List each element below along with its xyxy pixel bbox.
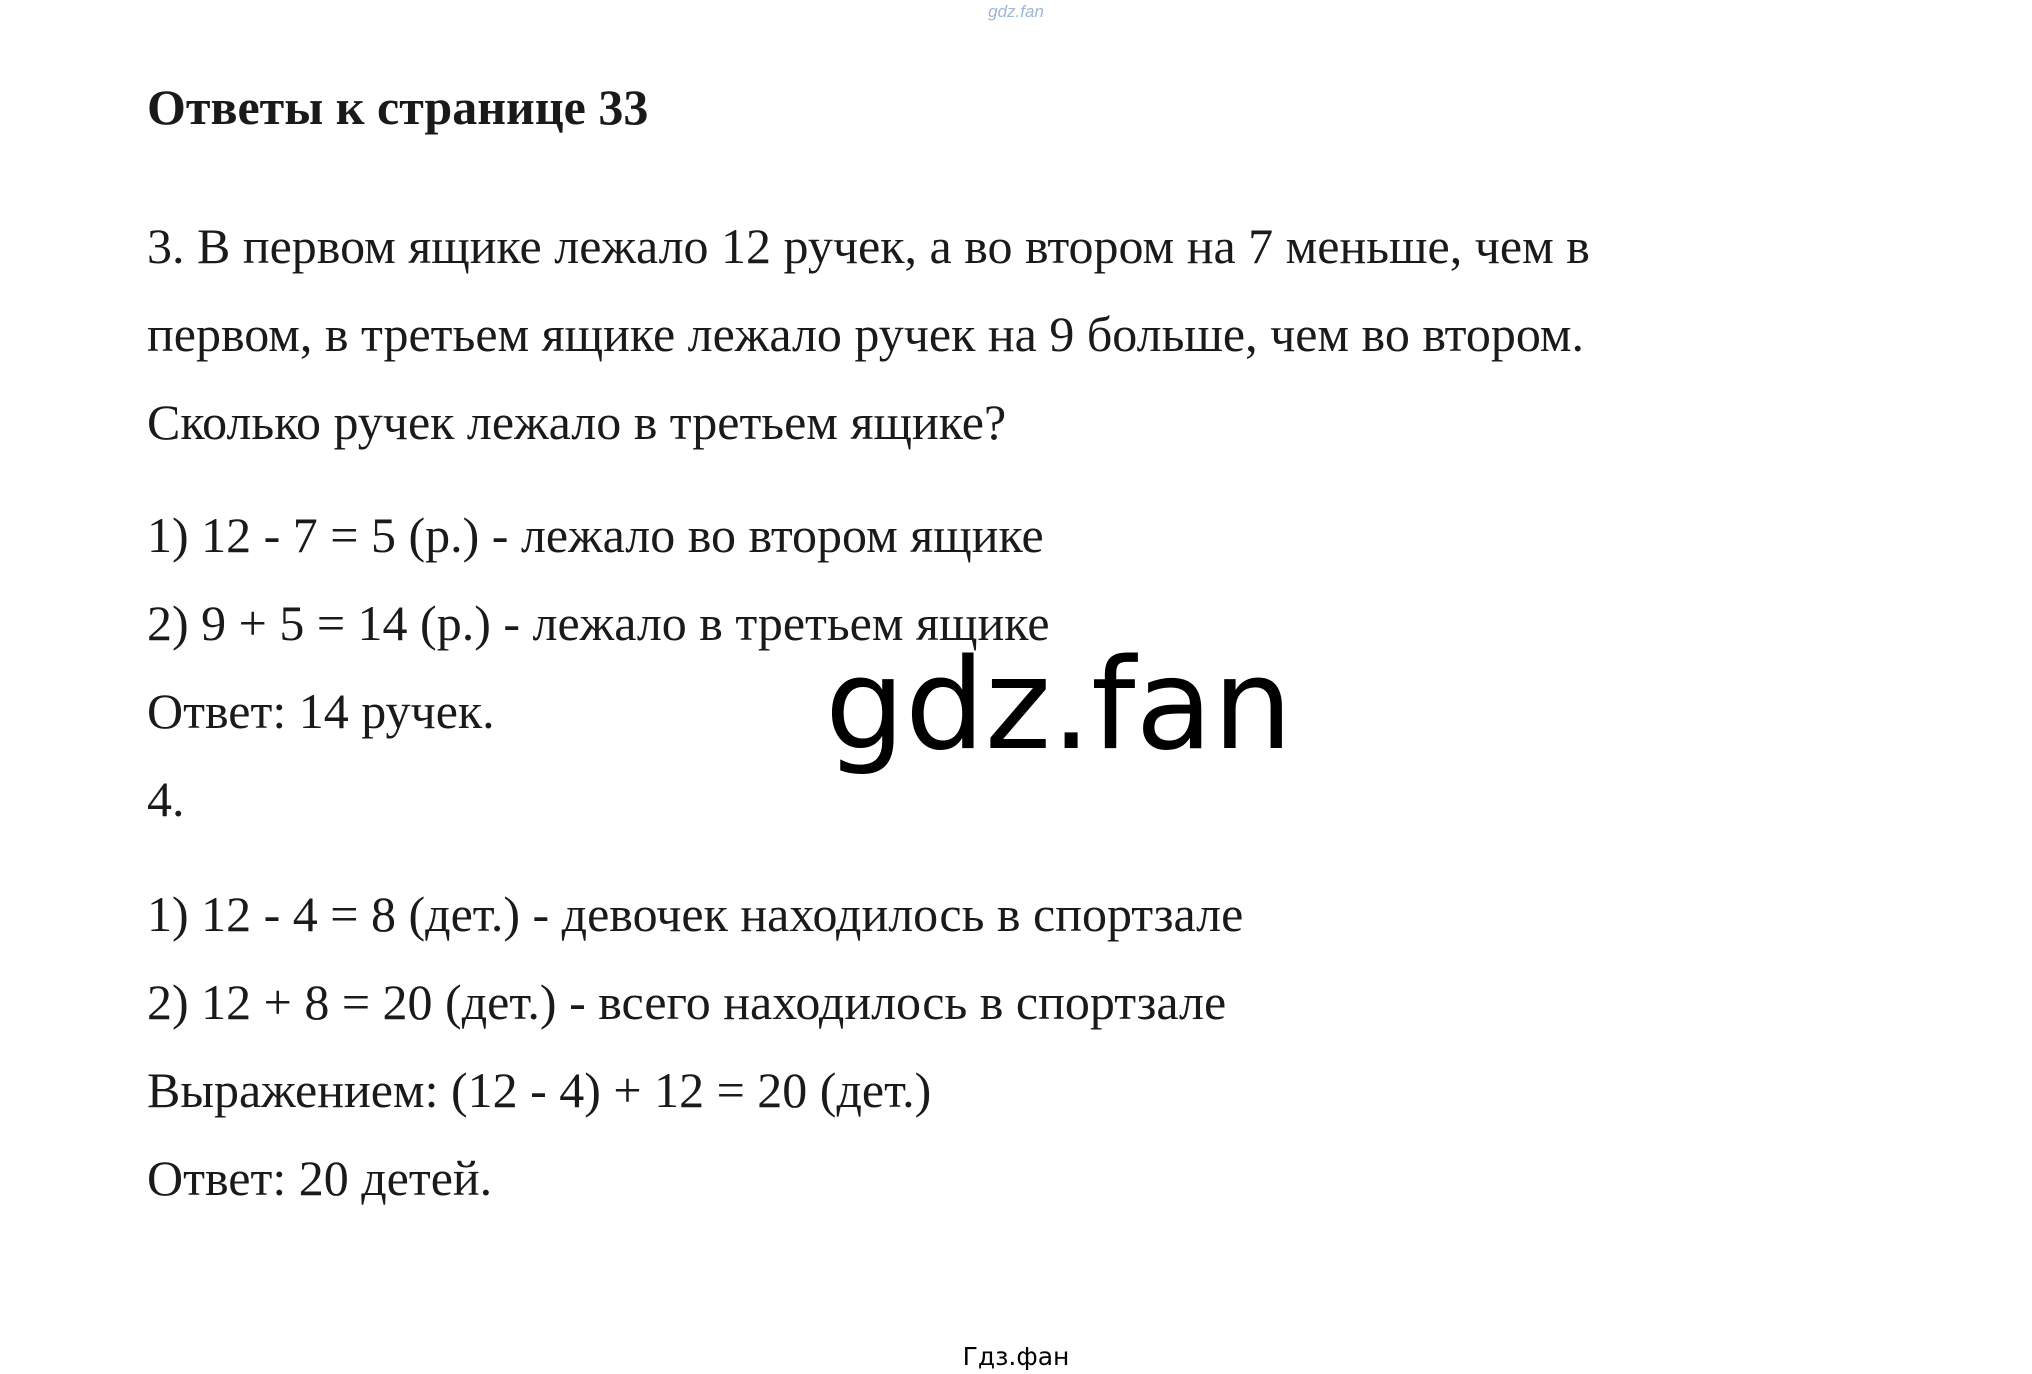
task4-step-1: 1) 12 - 4 = 8 (дет.) - девочек находилось в спортзале (147, 886, 1244, 942)
top-watermark: gdz.fan (988, 2, 1044, 21)
task3-problem-line-2: первом, в третьем ящике лежало ручек на 9 больше, чем во втором. (147, 306, 1585, 362)
task4-expression: Выражением: (12 - 4) + 12 = 20 (дет.) (147, 1062, 932, 1118)
task3-problem-line-1: 3. В первом ящике лежало 12 ручек, а во втором на 7 меньше, чем в (147, 218, 1590, 274)
task4-number: 4. (147, 771, 185, 827)
task3-step-1: 1) 12 - 7 = 5 (р.) - лежало во втором ящике (147, 507, 1044, 563)
footer-watermark: Гдз.фан (962, 1342, 1070, 1371)
page-title: Ответы к странице 33 (147, 79, 649, 135)
task3-step-2: 2) 9 + 5 = 14 (р.) - лежало в третьем ящике (147, 595, 1050, 651)
center-watermark: gdz.fan (825, 631, 1293, 778)
task4-step-2: 2) 12 + 8 = 20 (дет.) - всего находилось в спортзале (147, 974, 1227, 1030)
task3-answer: Ответ: 14 ручек. (147, 683, 495, 739)
task4-answer: Ответ: 20 детей. (147, 1150, 493, 1206)
task3-problem-line-3: Сколько ручек лежало в третьем ящике? (147, 394, 1007, 450)
